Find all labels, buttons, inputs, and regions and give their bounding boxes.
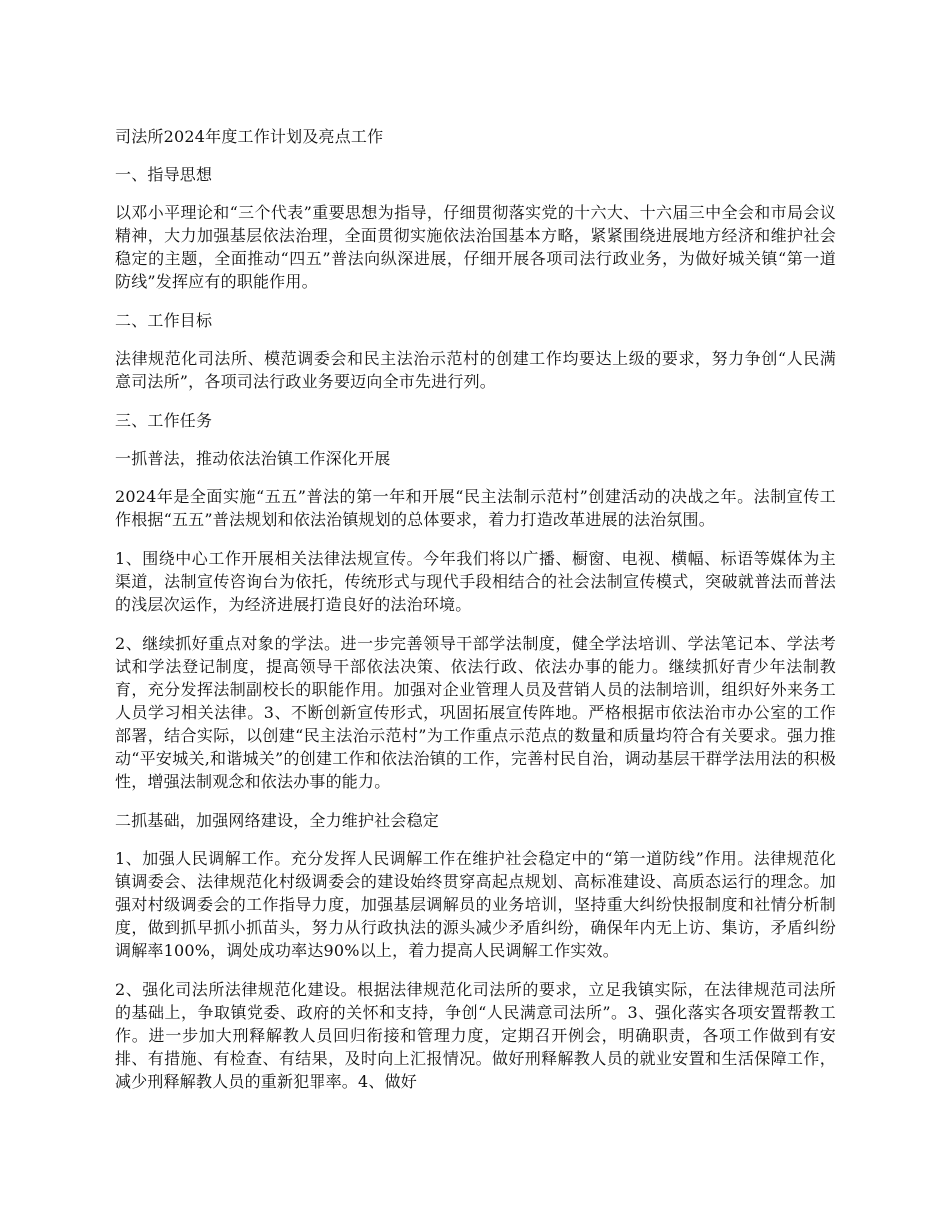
paragraph-publicity-item-1: 1、围绕中心工作开展相关法律法规宣传。今年我们将以广播、橱窗、电视、横幅、标语等媒体为主渠道，法制宣传咨询台为依托，传统形式与现代手段相结合的社会法制宣传模式，突破就普法而普法的浅层次运作，为经济进展打造良好的法治环境。	[115, 549, 836, 614]
document-page	[115, 125, 836, 1109]
subsection-heading-legal-publicity: 一抓普法，推动依法治镇工作深化开展	[115, 449, 391, 468]
section-heading-work-goals: 二、工作目标	[115, 311, 213, 330]
paragraph-work-goals: 法律规范化司法所、模范调委会和民主法治示范村的创建工作均要达上级的要求，努力争创“人民满意司法所”，各项司法行政业务要迈向全市先进行列。	[115, 349, 836, 391]
paragraph-judicial-office: 2、强化司法所法律规范化建设。根据法律规范化司法所的要求，立足我镇实际，在法律规范司法所的基础上，争取镇党委、政府的关怀和支持，争创“人民满意司法所”。3、强化落实各项安置帮教工作。进一步加大刑释解教人员回归衔接和管理力度，定期召开例会，明确职责，各项工作做到有安排、有措施、有检查、有结果，及时向上汇报情况。做好刑释解教人员的就业安置和生活保障工作，减少刑释解教人员的重新犯罪率。4、做好	[115, 980, 836, 1091]
paragraph-publicity-item-2: 2、继续抓好重点对象的学法。进一步完善领导干部学法制度，健全学法培训、学法笔记本、学法考试和学法登记制度，提高领导干部依法决策、依法行政、依法办事的能力。继续抓好青少年法制教育，充分发挥法制副校长的职能作用。加强对企业管理人员及营销人员的法制培训，组织好外来务工人员学习相关法律。3、不断创新宣传形式，巩固拓展宣传阵地。严格根据市依法治市办公室的工作部署，结合实际，以创建“民主法治示范村”为工作重点示范点的数量和质量均符合有关要求。强力推动“平安城关,和谐城关”的创建工作和依法治镇的工作，完善村民自治，调动基层干群学法用法的积极性，增强法制观念和依法办事的能力。	[115, 634, 836, 791]
document-title: 司法所2024年度工作计划及亮点工作	[115, 127, 384, 146]
paragraph-legal-publicity-intro: 2024年是全面实施“五五”普法的第一年和开展“民主法制示范村”创建活动的决战之年。法制宣传工作根据“五五”普法规划和依法治镇规划的总体要求，着力打造改革进展的法治氛围。	[115, 487, 836, 529]
section-heading-guiding-ideology: 一、指导思想	[115, 165, 213, 184]
subsection-heading-stability: 二抓基础，加强网络建设，全力维护社会稳定	[115, 811, 440, 830]
paragraph-mediation: 1、加强人民调解工作。充分发挥人民调解工作在维护社会稳定中的“第一道防线”作用。法律规范化镇调委会、法律规范化村级调委会的建设始终贯穿高起点规划、高标准建设、高质态运行的理念。加强对村级调委会的工作指导力度，加强基层调解员的业务培训，坚持重大纠纷快报制度和社情分析制度，做到抓早抓小抓苗头，努力从行政执法的源头减少矛盾纠纷，确保年内无上访、集访，矛盾纠纷调解率100%，调处成功率达90%以上，着力提高人民调解工作实效。	[115, 849, 836, 960]
paragraph-guiding-ideology: 以邓小平理论和“三个代表”重要思想为指导，仔细贯彻落实党的十六大、十六届三中全会和市局会议精神，大力加强基层依法治理，全面贯彻实施依法治国基本方略，紧紧围绕进展地方经济和维护社会稳定的主题，全面推动“四五”普法向纵深进展，仔细开展各项司法行政业务，为做好城关镇“第一道防线”发挥应有的职能作用。	[115, 203, 836, 291]
section-heading-work-tasks: 三、工作任务	[115, 411, 213, 430]
